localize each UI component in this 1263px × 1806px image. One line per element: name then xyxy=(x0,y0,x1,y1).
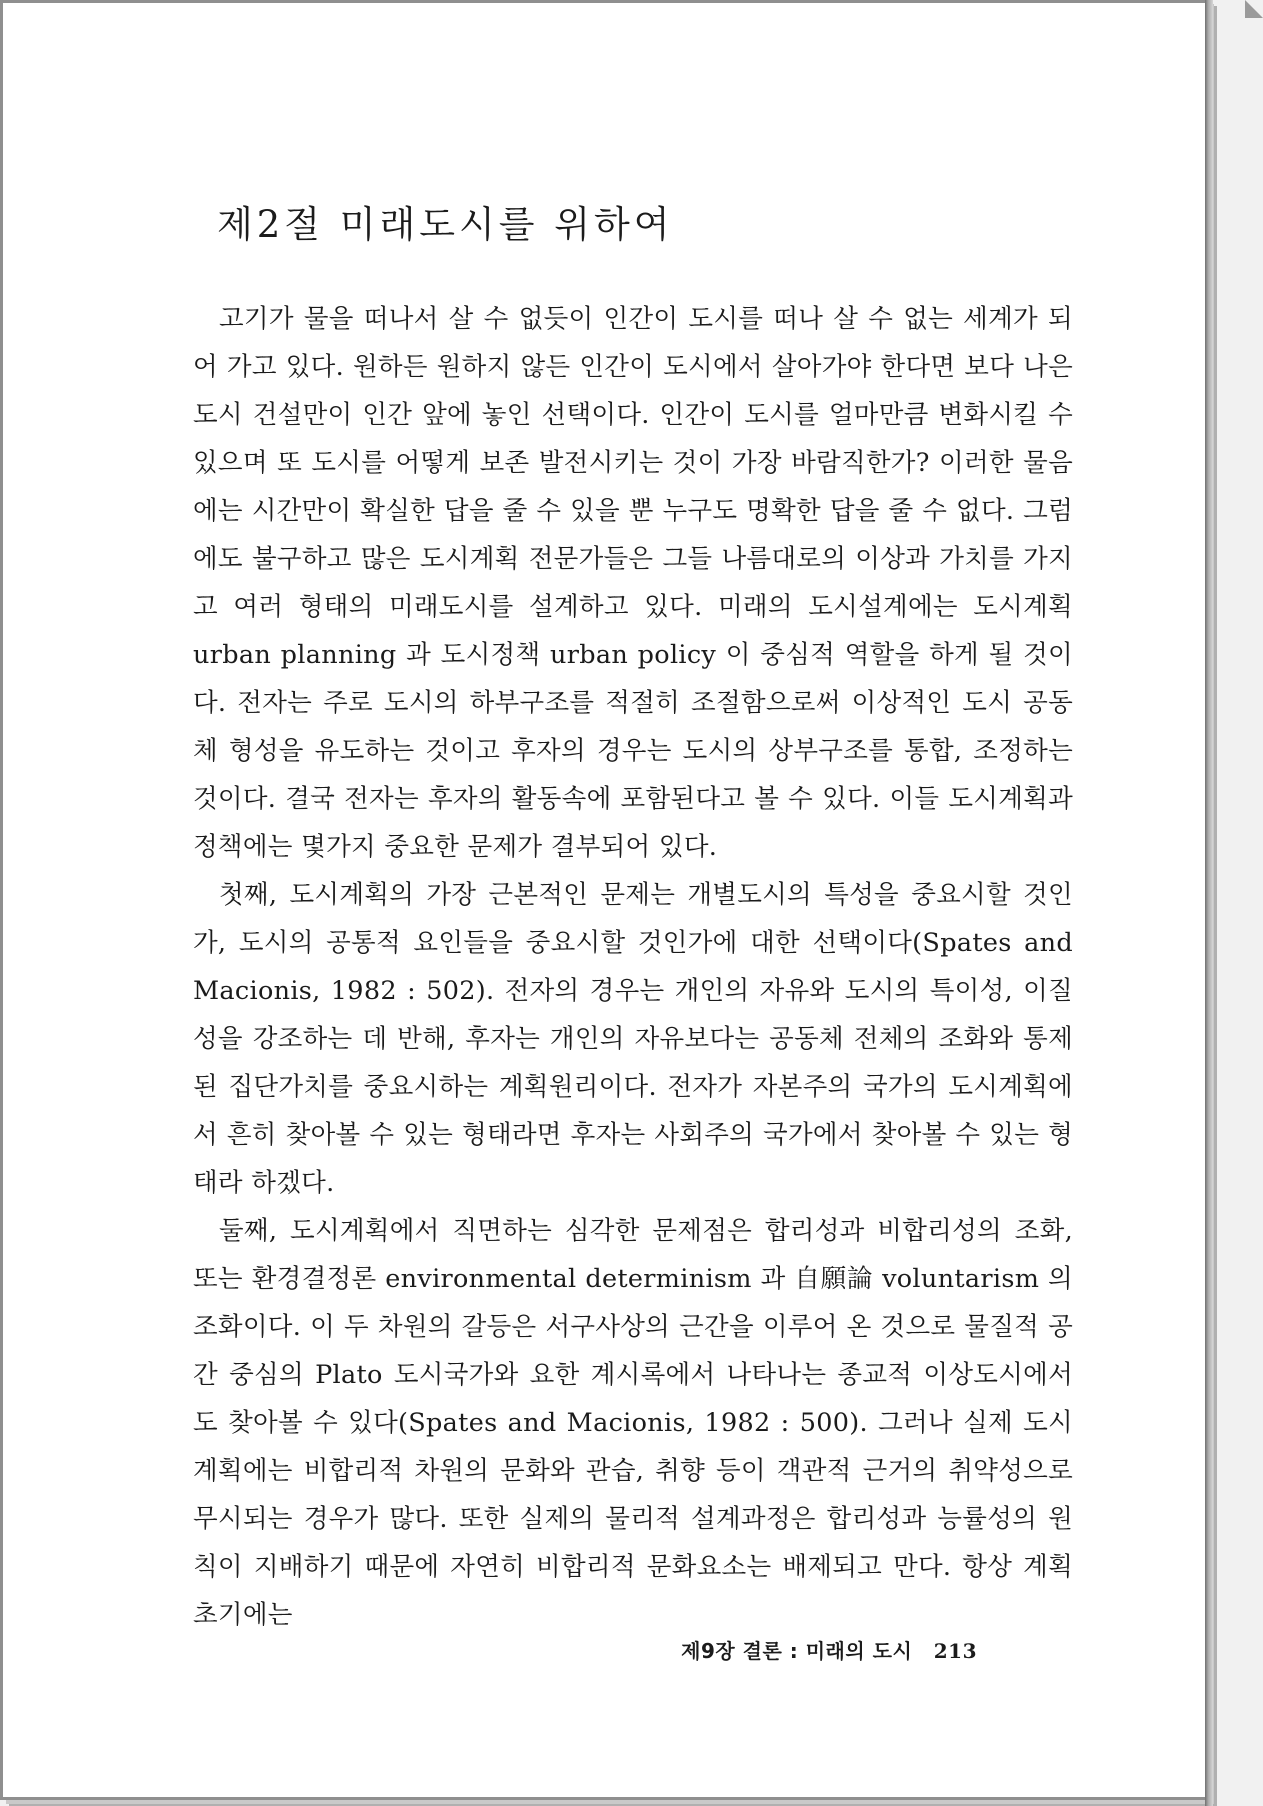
section-title: 제2절 미래도시를 위하여 xyxy=(217,203,674,246)
page-edge-shadow xyxy=(1205,0,1213,1806)
paragraph-2: 첫째, 도시계획의 가장 근본적인 문제는 개별도시의 특성을 중요시할 것인가, 도시의 공통적 요인들을 중요시할 것인가에 대한 선택이다(Spates and Macionis, 1982 : 502). 전자의 경우는 개인의 자유와 도시의 특이성, 이질성을 강조하는 데 반해, 후자는 개인의 자유보다는 공동체 전체의 조화와 통제된 집단가치를 중요시하는 계획원리이다. 전자가 자본주의 국가의 도시계획에서 흔히 찾아볼 수 있는 형태라면 후자는 사회주의 국가에서 찾아볼 수 있는 형태라 하겠다. xyxy=(193,880,1073,1198)
page-footer xyxy=(681,1635,977,1664)
body-text xyxy=(193,295,1073,1639)
page-number: 213 xyxy=(933,1639,977,1663)
paragraph-3: 둘째, 도시계획에서 직면하는 심각한 문제점은 합리성과 비합리성의 조화, 또는 환경결정론 environmental determinism 과 自願論 voluntarism 의 조화이다. 이 두 차원의 갈등은 서구사상의 근간을 이루어 온 것으로 물질적 공간 중심의 Plato 도시국가와 요한 계시록에서 나타나는 종교적 이상도시에서도 찾아볼 수 있다(Spates and Macionis, 1982 : 500). 그러나 실제 도시계획에는 비합리적 차원의 문화와 관습, 취향 등이 객관적 근거의 취약성으로 무시되는 경우가 많다. 또한 실제의 물리적 설계과정은 합리성과 능률성의 원칙이 지배하기 때문에 자연히 비합리적 문화요소는 배제되고 만다. 항상 계획 초기에는 xyxy=(193,1216,1073,1630)
page-corner-fold xyxy=(1245,0,1263,18)
running-head: 제9장 결론 : 미래의 도시 xyxy=(681,1639,913,1663)
paragraph-1: 고기가 물을 떠나서 살 수 없듯이 인간이 도시를 떠나 살 수 없는 세계가 되어 가고 있다. 원하든 원하지 않든 인간이 도시에서 살아가야 한다면 보다 나은 도시 건설만이 인간 앞에 놓인 선택이다. 인간이 도시를 얼마만큼 변화시킬 수 있으며 또 도시를 어떻게 보존 발전시키는 것이 가장 바람직한가? 이러한 물음에는 시간만이 확실한 답을 줄 수 있을 뿐 누구도 명확한 답을 줄 수 없다. 그럼에도 불구하고 많은 도시계획 전문가들은 그들 나름대로의 이상과 가치를 가지고 여러 형태의 미래도시를 설계하고 있다. 미래의 도시설계에는 도시계획 urban planning 과 도시정책 urban policy 이 중심적 역할을 하게 될 것이다. 전자는 주로 도시의 하부구조를 적절히 조절함으로써 이상적인 도시 공동체 형성을 유도하는 것이고 후자의 경우는 도시의 상부구조를 통합, 조정하는 것이다. 결국 전자는 후자의 활동속에 포함된다고 볼 수 있다. 이들 도시계획과 정책에는 몇가지 중요한 문제가 결부되어 있다. xyxy=(193,304,1073,862)
